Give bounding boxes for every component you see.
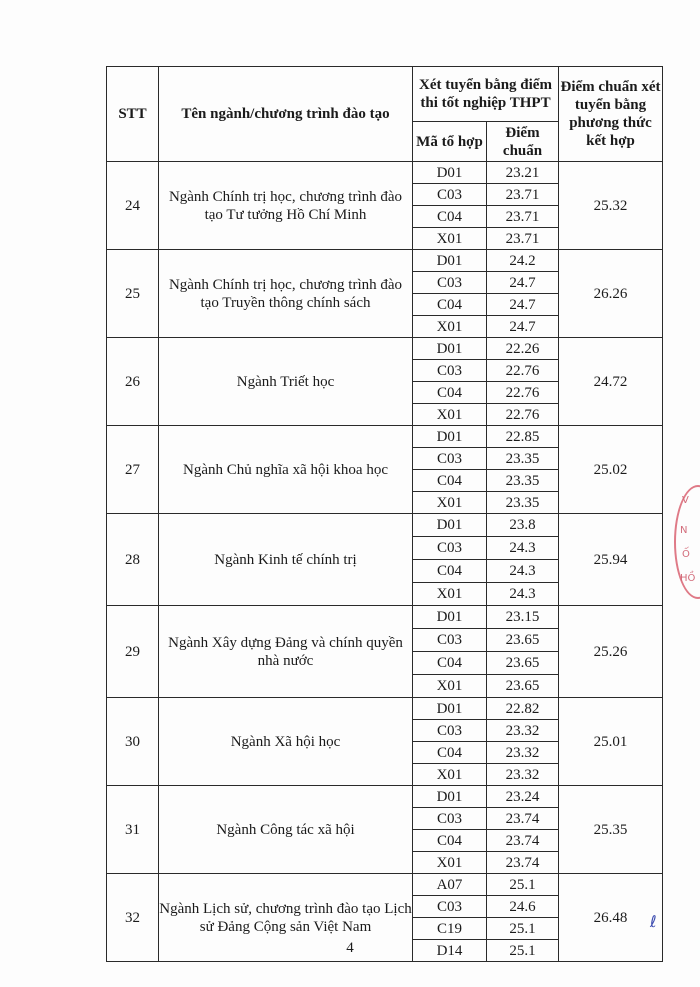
combo-code-cell: C04 xyxy=(413,382,487,404)
cutoff-score-cell: 24.7 xyxy=(487,316,559,338)
combo-code-cell: D01 xyxy=(413,250,487,272)
combo-code-cell: D01 xyxy=(413,426,487,448)
cutoff-score-cell: 23.35 xyxy=(487,492,559,514)
header-cutoff: Điểm chuẩn xyxy=(487,122,559,162)
cutoff-score-cell: 23.65 xyxy=(487,652,559,675)
table-row xyxy=(107,250,663,272)
program-name-cell: Ngành Kinh tế chính trị xyxy=(159,514,413,606)
cutoff-score-cell: 25.1 xyxy=(487,940,559,962)
stt-cell: 25 xyxy=(107,250,159,338)
combo-code-cell: D01 xyxy=(413,698,487,720)
cutoff-score-cell: 24.3 xyxy=(487,583,559,606)
signature-mark: ℓ xyxy=(650,912,657,931)
cutoff-score-cell: 22.82 xyxy=(487,698,559,720)
table-row xyxy=(107,338,663,360)
header-stt: STT xyxy=(107,67,159,162)
combo-code-cell: D01 xyxy=(413,786,487,808)
stt-cell: 32 xyxy=(107,874,159,962)
stt-cell: 27 xyxy=(107,426,159,514)
cutoff-score-cell: 23.32 xyxy=(487,742,559,764)
table-row xyxy=(107,162,663,184)
combined-score-cell: 25.26 xyxy=(559,606,663,698)
cutoff-score-cell: 23.8 xyxy=(487,514,559,537)
cutoff-score-cell: 23.71 xyxy=(487,228,559,250)
combo-code-cell: C04 xyxy=(413,294,487,316)
combo-code-cell: C03 xyxy=(413,896,487,918)
cutoff-score-cell: 22.76 xyxy=(487,404,559,426)
cutoff-score-cell: 23.65 xyxy=(487,629,559,652)
stt-cell: 26 xyxy=(107,338,159,426)
combined-score-cell: 26.48 xyxy=(559,874,663,962)
combo-code-cell: D01 xyxy=(413,162,487,184)
cutoff-score-cell: 23.24 xyxy=(487,786,559,808)
cutoff-score-cell: 25.1 xyxy=(487,918,559,940)
combo-code-cell: C04 xyxy=(413,206,487,228)
combo-code-cell: X01 xyxy=(413,852,487,874)
cutoff-score-cell: 22.76 xyxy=(487,360,559,382)
combo-code-cell: C03 xyxy=(413,360,487,382)
combo-code-cell: D14 xyxy=(413,940,487,962)
table-row xyxy=(107,698,663,720)
combo-code-cell: D01 xyxy=(413,514,487,537)
combined-score-cell: 26.26 xyxy=(559,250,663,338)
table-row xyxy=(107,514,663,537)
combo-code-cell: X01 xyxy=(413,675,487,698)
cutoff-score-cell: 24.3 xyxy=(487,560,559,583)
combo-code-cell: X01 xyxy=(413,404,487,426)
combo-code-cell: C04 xyxy=(413,652,487,675)
combo-code-cell: X01 xyxy=(413,316,487,338)
program-name-cell: Ngành Chủ nghĩa xã hội khoa học xyxy=(159,426,413,514)
cutoff-score-cell: 24.7 xyxy=(487,272,559,294)
admission-score-table xyxy=(106,66,663,962)
combo-code-cell: C04 xyxy=(413,742,487,764)
cutoff-score-cell: 23.71 xyxy=(487,206,559,228)
cutoff-score-cell: 23.74 xyxy=(487,808,559,830)
red-seal-stamp: V N Ố HỒ xyxy=(674,485,700,599)
table-row xyxy=(107,606,663,629)
combo-code-cell: C19 xyxy=(413,918,487,940)
combo-code-cell: C03 xyxy=(413,448,487,470)
cutoff-score-cell: 23.65 xyxy=(487,675,559,698)
cutoff-score-cell: 23.32 xyxy=(487,764,559,786)
cutoff-score-cell: 25.1 xyxy=(487,874,559,896)
stt-cell: 24 xyxy=(107,162,159,250)
combined-score-cell: 25.94 xyxy=(559,514,663,606)
combo-code-cell: C03 xyxy=(413,272,487,294)
combined-score-cell: 25.02 xyxy=(559,426,663,514)
program-name-cell: Ngành Xã hội học xyxy=(159,698,413,786)
cutoff-score-cell: 23.74 xyxy=(487,830,559,852)
header-exam-group: Xét tuyển bằng điểm thi tốt nghiệp THPT xyxy=(413,67,559,122)
header-program: Tên ngành/chương trình đào tạo xyxy=(159,67,413,162)
program-name-cell: Ngành Lịch sử, chương trình đào tạo Lịch sử Đảng Cộng sản Việt Nam xyxy=(159,874,413,962)
cutoff-score-cell: 23.15 xyxy=(487,606,559,629)
program-name-cell: Ngành Chính trị học, chương trình đào tạo Tư tưởng Hồ Chí Minh xyxy=(159,162,413,250)
header-combo-code: Mã tổ hợp xyxy=(413,122,487,162)
cutoff-score-cell: 22.76 xyxy=(487,382,559,404)
combo-code-cell: D01 xyxy=(413,606,487,629)
combo-code-cell: D01 xyxy=(413,338,487,360)
stt-cell: 30 xyxy=(107,698,159,786)
combo-code-cell: C04 xyxy=(413,470,487,492)
combo-code-cell: C03 xyxy=(413,184,487,206)
combined-score-cell: 25.35 xyxy=(559,786,663,874)
cutoff-score-cell: 23.35 xyxy=(487,470,559,492)
program-name-cell: Ngành Chính trị học, chương trình đào tạo Truyền thông chính sách xyxy=(159,250,413,338)
combined-score-cell: 25.32 xyxy=(559,162,663,250)
combo-code-cell: C03 xyxy=(413,808,487,830)
combo-code-cell: X01 xyxy=(413,228,487,250)
program-name-cell: Ngành Xây dựng Đảng và chính quyền nhà nước xyxy=(159,606,413,698)
cutoff-score-cell: 22.85 xyxy=(487,426,559,448)
cutoff-score-cell: 24.2 xyxy=(487,250,559,272)
combo-code-cell: C03 xyxy=(413,537,487,560)
cutoff-score-cell: 23.74 xyxy=(487,852,559,874)
stt-cell: 29 xyxy=(107,606,159,698)
combo-code-cell: X01 xyxy=(413,764,487,786)
cutoff-score-cell: 23.35 xyxy=(487,448,559,470)
combo-code-cell: C03 xyxy=(413,720,487,742)
combined-score-cell: 24.72 xyxy=(559,338,663,426)
combined-score-cell: 25.01 xyxy=(559,698,663,786)
table-row xyxy=(107,874,663,896)
table-row xyxy=(107,426,663,448)
program-name-cell: Ngành Công tác xã hội xyxy=(159,786,413,874)
combo-code-cell: C03 xyxy=(413,629,487,652)
stt-cell: 28 xyxy=(107,514,159,606)
combo-code-cell: C04 xyxy=(413,830,487,852)
cutoff-score-cell: 24.6 xyxy=(487,896,559,918)
table-row xyxy=(107,786,663,808)
combo-code-cell: X01 xyxy=(413,583,487,606)
cutoff-score-cell: 23.21 xyxy=(487,162,559,184)
combo-code-cell: A07 xyxy=(413,874,487,896)
stt-cell: 31 xyxy=(107,786,159,874)
cutoff-score-cell: 24.3 xyxy=(487,537,559,560)
cutoff-score-cell: 23.32 xyxy=(487,720,559,742)
table-body xyxy=(107,162,663,962)
header-combined: Điểm chuẩn xét tuyển bằng phương thức kết hợp xyxy=(559,67,663,162)
cutoff-score-cell: 24.7 xyxy=(487,294,559,316)
cutoff-score-cell: 23.71 xyxy=(487,184,559,206)
cutoff-score-cell: 22.26 xyxy=(487,338,559,360)
page-number: 4 xyxy=(346,940,354,956)
program-name-cell: Ngành Triết học xyxy=(159,338,413,426)
combo-code-cell: C04 xyxy=(413,560,487,583)
combo-code-cell: X01 xyxy=(413,492,487,514)
